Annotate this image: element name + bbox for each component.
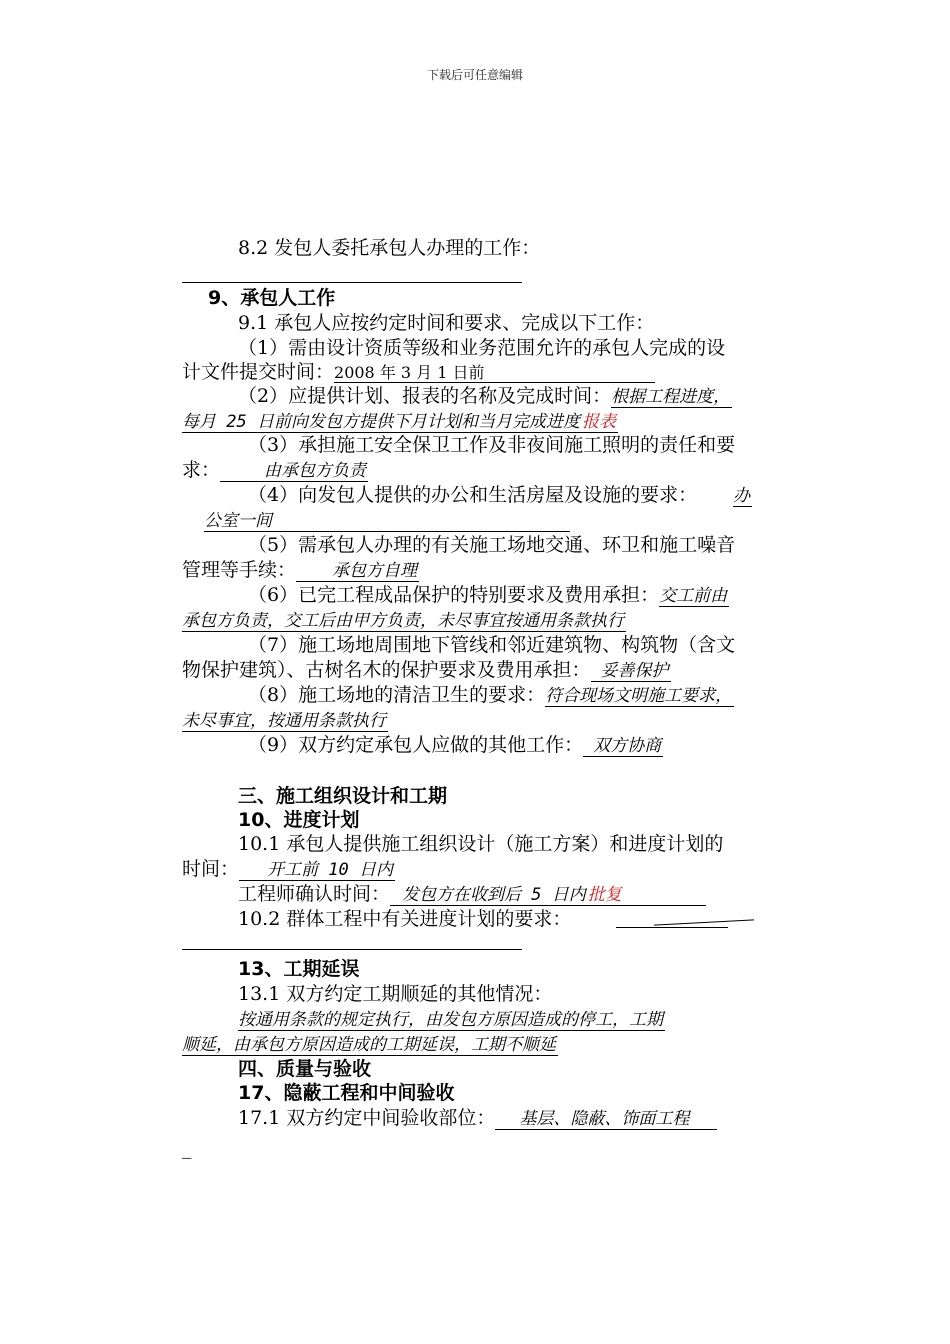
section-3-title: 三、施工组织设计和工期 [238, 785, 448, 807]
blank-line [182, 949, 522, 950]
blank-line [182, 282, 522, 283]
item-3-fill: 由承包方负责 [220, 461, 368, 482]
item-6-label: （6）已完工程成品保护的特别要求及费用承担： [248, 584, 660, 606]
item-9-line [248, 733, 663, 758]
engineer-confirm-label: 工程师确认时间： [238, 883, 391, 905]
item-1-line-b [182, 360, 655, 385]
item-7-fill: 妥善保护 [591, 661, 671, 682]
item-3-label: 求： [182, 459, 221, 481]
clause-8-2: 8.2 发包人委托承包人办理的工作： [238, 237, 541, 259]
engineer-confirm-red: 批复 [588, 885, 706, 906]
item-1-fill: 2008 年 3 月 1 日前 [334, 363, 655, 383]
engineer-confirm-line [238, 882, 706, 907]
trailing-underscore: _ [182, 1137, 192, 1159]
item-9-fill: 双方协商 [583, 736, 663, 757]
item-8-fill-a: 符合现场文明施工要求， [545, 686, 733, 706]
clause-9-1: 9.1 承包人应按约定时间和要求、完成以下工作： [238, 312, 655, 334]
item-1-label: 计文件提交时间： [182, 361, 335, 383]
handwritten-stroke [654, 919, 754, 925]
clause-13-fill-b: 顺延，由承包方原因造成的工期延误，工期不顺延 [182, 1035, 556, 1055]
item-6-fill-b: 承包方负责，交工后由甲方负责，未尽事宜按通用条款执行 [182, 611, 624, 631]
page-header-note: 下载后可任意编辑 [426, 68, 523, 82]
item-8-line-a [248, 683, 734, 708]
item-6-fill-a: 交工前由 [659, 586, 728, 606]
clause-10-1-label: 时间： [182, 858, 240, 880]
item-4-fill-b: 公室一间 [204, 511, 570, 532]
clause-17-1-fill: 基层、隐蔽、饰面工程 [495, 1109, 717, 1130]
item-3-line-a: （3）承担施工安全保卫工作及非夜间施工照明的责任和要 [248, 434, 736, 456]
clause-13-fill-a: 按通用条款的规定执行，由发包方原因造成的停工，工期 [238, 1010, 663, 1030]
clause-17-1-line [238, 1106, 717, 1131]
item-5-fill: 承包方自理 [296, 561, 419, 582]
item-7-line-b [182, 658, 671, 683]
item-9-label: （9）双方约定承包人应做的其他工作： [248, 734, 584, 756]
item-2-fill-b: 每月 25 日前向发包方提供下月计划和当月完成进度 [182, 412, 580, 432]
section-13-title: 13、工期延误 [238, 958, 360, 980]
clause-10-1-line-a: 10.1 承包人提供施工组织设计（施工方案）和进度计划的 [238, 833, 724, 855]
item-1-line-a: （1）需由设计资质等级和业务范围允许的承包人完成的设 [238, 337, 726, 359]
item-6-line-a [248, 583, 729, 608]
item-6-line-b [182, 608, 626, 633]
section-17-title: 17、隐蔽工程和中间验收 [238, 1082, 455, 1104]
clause-13-1: 13.1 双方约定工期顺延的其他情况： [238, 983, 553, 1005]
item-4-fill-a: 办 [733, 486, 751, 506]
item-8-line-b [182, 708, 388, 733]
clause-13-fill-line-b [182, 1032, 558, 1057]
item-2-label: （2）应提供计划、报表的名称及完成时间： [238, 385, 612, 407]
section-9-title: 9、承包人工作 [208, 287, 336, 309]
clause-10-2: 10.2 群体工程中有关进度计划的要求： [238, 908, 572, 930]
item-2-fill-red: 报表 [581, 412, 616, 432]
item-5-line-a: （5）需承包人办理的有关施工场地交通、环卫和施工噪音 [248, 534, 736, 556]
clause-13-fill-line-a [238, 1007, 665, 1032]
blank-line [616, 927, 728, 928]
item-8-label: （8）施工场地的清洁卫生的要求： [248, 684, 546, 706]
item-4-line-a [248, 483, 752, 508]
item-5-line-b [182, 558, 419, 583]
clause-10-1-fill: 开工前 10 日内 [239, 860, 395, 881]
item-5-label: 管理等手续： [182, 559, 297, 581]
engineer-confirm-fill: 发包方在收到后 5 日内 [390, 885, 588, 906]
item-4-label: （4）向发包人提供的办公和生活房屋及设施的要求： [248, 484, 698, 506]
item-2-line-b [182, 409, 618, 434]
section-4-title: 四、质量与验收 [238, 1058, 372, 1080]
item-2-line-a [238, 384, 732, 409]
item-7-line-a: （7）施工场地周围地下管线和邻近建筑物、构筑物（含文 [248, 634, 736, 656]
item-2-fill-a: 根据工程进度， [611, 387, 731, 407]
clause-10-1-line-b [182, 857, 395, 882]
item-8-fill-b: 未尽事宜，按通用条款执行 [182, 711, 386, 731]
section-10-title: 10、进度计划 [238, 809, 360, 831]
item-3-line-b [182, 458, 368, 483]
item-4-line-b [204, 508, 570, 533]
clause-17-1-label: 17.1 双方约定中间验收部位： [238, 1107, 496, 1129]
item-7-label: 物保护建筑）、古树名木的保护要求及费用承担： [182, 659, 591, 681]
